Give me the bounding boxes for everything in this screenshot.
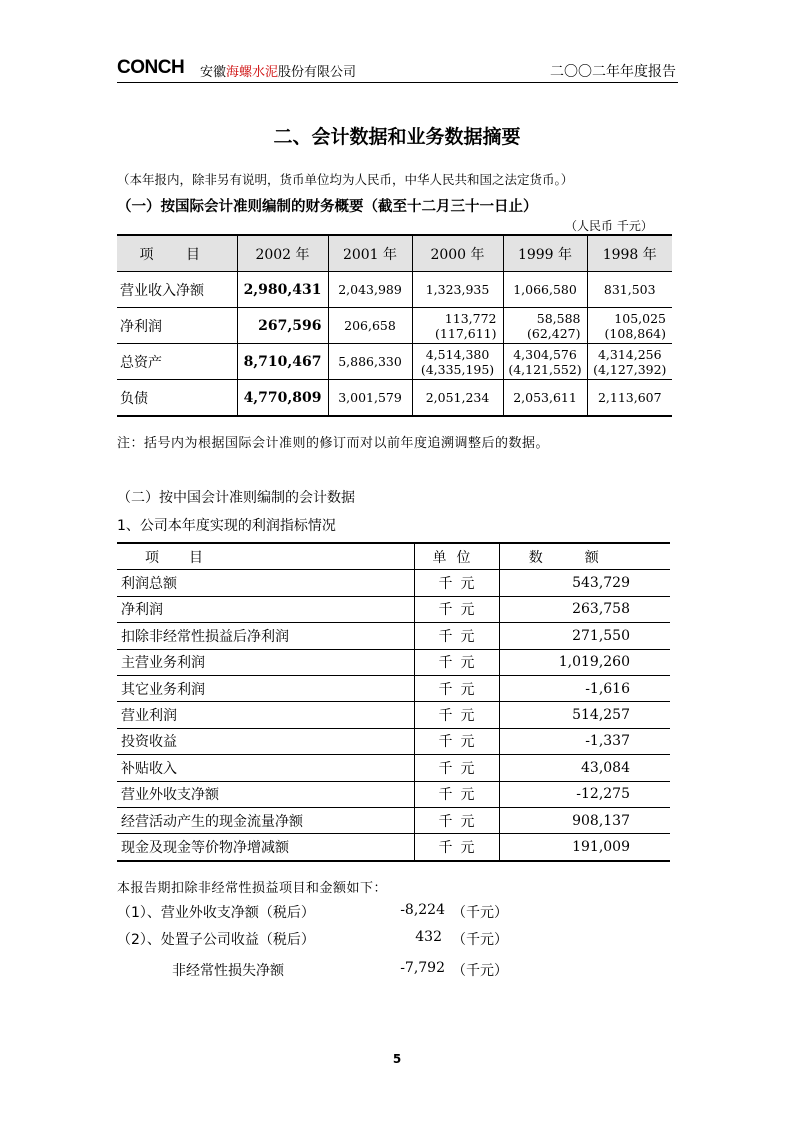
value-1999: 2,053,611 xyxy=(503,380,587,417)
row-label: 负债 xyxy=(117,380,237,417)
item-label: 扣除非经常性损益后净利润 xyxy=(117,623,414,649)
value-2000: 113,772 (117,611) xyxy=(412,308,503,344)
nonrecurring-total-label: 非经常性损失净额 xyxy=(172,963,284,979)
section1-heading: （一）按国际会计准则编制的财务概要（截至十二月三十一日止） xyxy=(117,199,538,215)
row-label: 总资产 xyxy=(117,344,237,380)
item-amount: -1,616 xyxy=(499,675,670,701)
value-2001: 5,886,330 xyxy=(328,344,412,380)
table-row xyxy=(117,675,670,701)
value-2001: 206,658 xyxy=(328,308,412,344)
table-row xyxy=(117,728,670,754)
page-header xyxy=(117,57,678,83)
item-amount: -12,275 xyxy=(499,781,670,807)
item-unit: 千元 xyxy=(414,834,499,861)
item-label: 其它业务利润 xyxy=(117,675,414,701)
ifrs-footnote: 注：括号内为根据国际会计准则的修订而对以前年度追溯调整后的数据。 xyxy=(117,436,550,451)
item-unit: 千元 xyxy=(414,702,499,728)
nonrecurring-unit: （千元） xyxy=(452,932,508,948)
value-1999: 58,588 (62,427) xyxy=(503,308,587,344)
column-header: 2000 年 xyxy=(412,235,503,272)
table-row xyxy=(117,623,670,649)
item-unit: 千元 xyxy=(414,649,499,675)
value-1998: 105,025 (108,864) xyxy=(587,308,672,344)
ifrs-summary-table xyxy=(117,234,672,417)
conch-logo: CONCH xyxy=(117,57,185,78)
column-header: 1998 年 xyxy=(587,235,672,272)
item-label: 现金及现金等价物净增减额 xyxy=(117,834,414,861)
table-row xyxy=(117,781,670,807)
value-2000: 4,514,380 (4,335,195) xyxy=(412,344,503,380)
value-2001: 3,001,579 xyxy=(328,380,412,417)
page-title: 二、会计数据和业务数据摘要 xyxy=(273,126,521,148)
report-year: 二〇〇二年年度报告 xyxy=(550,64,676,80)
column-header: 2001 年 xyxy=(328,235,412,272)
table-row xyxy=(117,570,670,596)
column-header: 1999 年 xyxy=(503,235,587,272)
column-header: 项 目 xyxy=(117,235,237,272)
table-row xyxy=(117,649,670,675)
item-unit: 千元 xyxy=(414,570,499,596)
nonrecurring-unit: （千元） xyxy=(452,963,508,979)
header-divider xyxy=(117,82,678,83)
company-name: 安徽海螺水泥股份有限公司 xyxy=(200,65,357,80)
value-2000: 1,323,935 xyxy=(412,272,503,308)
table-row xyxy=(117,596,670,622)
table-row xyxy=(117,755,670,781)
row-label: 净利润 xyxy=(117,308,237,344)
item-label: 利润总额 xyxy=(117,570,414,596)
item-amount: 263,758 xyxy=(499,596,670,622)
value-2002: 267,596 xyxy=(237,308,328,344)
section2-heading: （二）按中国会计准则编制的会计数据 xyxy=(117,490,355,506)
item-label: 净利润 xyxy=(117,596,414,622)
column-header: 单位 xyxy=(414,543,499,570)
value-2001: 2,043,989 xyxy=(328,272,412,308)
prc-profit-table xyxy=(117,542,670,862)
column-header: 数额 xyxy=(499,543,670,570)
row-label: 营业收入净额 xyxy=(117,272,237,308)
item-label: 营业外收支净额 xyxy=(117,781,414,807)
item-amount: -1,337 xyxy=(499,728,670,754)
value-1999: 1,066,580 xyxy=(503,272,587,308)
item-unit: 千元 xyxy=(414,807,499,833)
item-label: 经营活动产生的现金流量净额 xyxy=(117,807,414,833)
table-row xyxy=(117,702,670,728)
page-number: 5 xyxy=(392,1052,402,1066)
nonrecurring-total-amount: -7,792 xyxy=(400,960,445,976)
nonrecurring-amount: 432 xyxy=(415,929,442,945)
item-unit: 千元 xyxy=(414,781,499,807)
item-unit: 千元 xyxy=(414,596,499,622)
item-label: 主营业务利润 xyxy=(117,649,414,675)
item-unit: 千元 xyxy=(414,755,499,781)
nonrecurring-unit: （千元） xyxy=(452,905,508,921)
item-label: 营业利润 xyxy=(117,702,414,728)
item-unit: 千元 xyxy=(414,623,499,649)
item-amount: 514,257 xyxy=(499,702,670,728)
table-row xyxy=(117,807,670,833)
nonrecurring-label: （1）、营业外收支净额（税后） xyxy=(117,905,315,921)
column-header: 项目 xyxy=(117,543,414,570)
value-1998: 4,314,256 (4,127,392) xyxy=(587,344,672,380)
currency-note: （本年报内，除非另有说明，货币单位均为人民币，中华人民共和国之法定货币。） xyxy=(117,172,574,187)
item-amount: 271,550 xyxy=(499,623,670,649)
table-row xyxy=(117,344,672,380)
nonrecurring-title: 本报告期扣除非经常性损益项目和金额如下： xyxy=(117,881,388,896)
item-amount: 1,019,260 xyxy=(499,649,670,675)
item-label: 补贴收入 xyxy=(117,755,414,781)
value-2002: 2,980,431 xyxy=(237,272,328,308)
value-2002: 8,710,467 xyxy=(237,344,328,380)
table-header-row xyxy=(117,235,672,272)
column-header: 2002 年 xyxy=(237,235,328,272)
section1-unit: （人民币 千元） xyxy=(565,219,653,233)
nonrecurring-amount: -8,224 xyxy=(400,902,445,918)
value-2000: 2,051,234 xyxy=(412,380,503,417)
item-amount: 543,729 xyxy=(499,570,670,596)
table-row xyxy=(117,308,672,344)
item-label: 投资收益 xyxy=(117,728,414,754)
section2-subheading: 1、公司本年度实现的利润指标情况 xyxy=(117,518,336,534)
item-amount: 43,084 xyxy=(499,755,670,781)
item-unit: 千元 xyxy=(414,728,499,754)
table-row xyxy=(117,272,672,308)
value-2002: 4,770,809 xyxy=(237,380,328,417)
table-row xyxy=(117,380,672,417)
value-1998: 831,503 xyxy=(587,272,672,308)
item-amount: 191,009 xyxy=(499,834,670,861)
item-unit: 千元 xyxy=(414,675,499,701)
table-row xyxy=(117,834,670,861)
item-amount: 908,137 xyxy=(499,807,670,833)
table-header-row xyxy=(117,543,670,570)
nonrecurring-label: （2）、处置子公司收益（税后） xyxy=(117,932,315,948)
value-1998: 2,113,607 xyxy=(587,380,672,417)
value-1999: 4,304,576 (4,121,552) xyxy=(503,344,587,380)
